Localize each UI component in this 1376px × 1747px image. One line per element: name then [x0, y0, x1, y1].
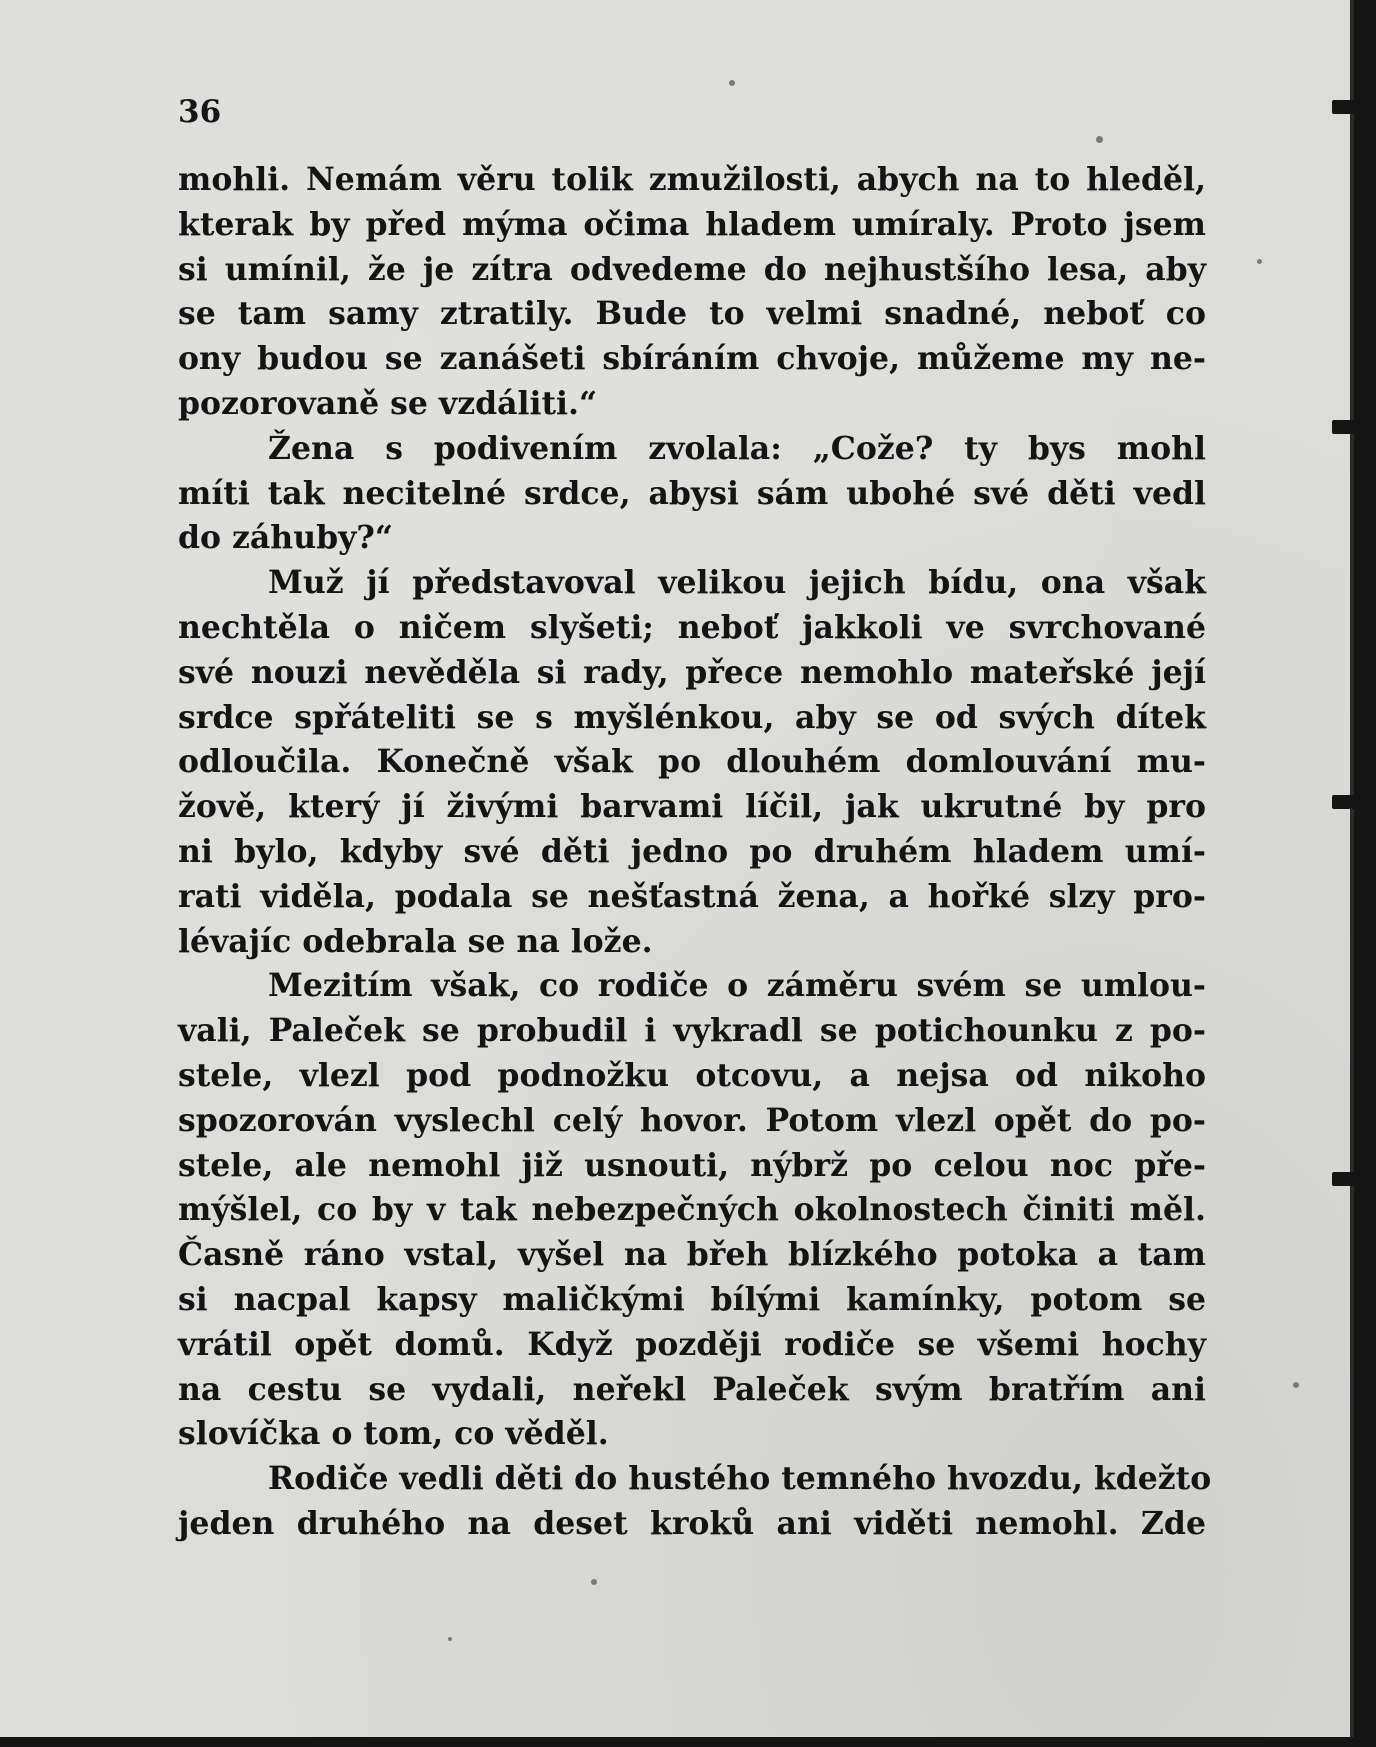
- text-line: na cestu se vydali, neřekl Paleček svým bratřím ani: [178, 1370, 1206, 1408]
- text-line: stele, ale nemohl již usnouti, nýbrž po celou noc pře-: [178, 1146, 1206, 1184]
- text-line: mohli. Nemám věru tolik zmužilosti, abych na to hleděl,: [178, 161, 1206, 198]
- text-line: stele, vlezl pod podnožku otcovu, a nejsa od nikoho: [178, 1056, 1206, 1094]
- paper-speck: [1096, 136, 1103, 143]
- text-line: ni bylo, kdyby své děti jedno po druhém hladem umí-: [178, 832, 1206, 870]
- text-line: si umínil, že je zítra odvedeme do nejhustšího lesa, aby: [178, 250, 1206, 288]
- text-line: se tam samy ztratily. Bude to velmi snadné, neboť co: [178, 295, 1206, 333]
- text-line: do záhuby?“: [178, 519, 394, 557]
- text-line: své nouzi nevěděla si rady, přece nemohlo mateřské její: [178, 653, 1206, 691]
- bottom-edge: [0, 1737, 1376, 1747]
- binding-mark: [1332, 100, 1358, 114]
- body-text: [178, 158, 1212, 1547]
- paper-speck: [591, 1579, 597, 1585]
- text-line: kterak by před mýma očima hladem umíraly. Proto jsem: [178, 205, 1206, 243]
- binding-mark: [1332, 795, 1358, 809]
- paper-speck: [1257, 259, 1262, 264]
- text-line: pozorovaně se vzdáliti.“: [178, 384, 598, 422]
- text-line: Rodiče vedli děti do hustého temného hvozdu, kdežto: [268, 1460, 1212, 1498]
- text-line: Časně ráno vstal, vyšel na břeh blízkého potoka a tam: [178, 1236, 1206, 1274]
- text-line: slovíčka o tom, co věděl.: [178, 1415, 609, 1453]
- text-line: mýšlel, co by v tak nebezpečných okolnostech činiti měl.: [178, 1191, 1206, 1229]
- paper-speck: [448, 1637, 452, 1641]
- text-line: vali, Paleček se probudil i vykradl se potichounku z po-: [178, 1012, 1206, 1050]
- text-line: si nacpal kapsy maličkými bílými kamínky, potom se: [178, 1280, 1206, 1318]
- text-line: Mezitím však, co rodiče o záměru svém se umlou-: [268, 967, 1206, 1005]
- text-line: jeden druhého na deset kroků ani viděti nemohl. Zde: [178, 1504, 1206, 1542]
- text-line: míti tak necitelné srdce, abysi sám ubohé své děti vedl: [178, 474, 1206, 512]
- text-line: žově, který jí živými barvami líčil, jak ukrutné by pro: [178, 788, 1206, 826]
- text-line: odloučila. Konečně však po dlouhém domlouvání mu-: [178, 743, 1206, 781]
- text-line: nechtěla o ničem slyšeti; neboť jakkoli ve svrchované: [178, 608, 1206, 646]
- text-line: rati viděla, podala se nešťastná žena, a hořké slzy pro-: [178, 877, 1206, 915]
- page-number: 36: [178, 94, 222, 130]
- text-line: srdce spřáteliti se s myšlénkou, aby se od svých dítek: [178, 698, 1206, 736]
- text-line: vrátil opět domů. Když později rodiče se všemi hochy: [178, 1325, 1206, 1363]
- text-line: ony budou se zanášeti sbíráním chvoje, můžeme my ne-: [178, 340, 1206, 378]
- binding-mark: [1332, 1172, 1358, 1186]
- paper-speck: [729, 80, 735, 86]
- text-line: spozorován vyslechl celý hovor. Potom vlezl opět do po-: [178, 1101, 1206, 1139]
- text-line: lévajíc odebrala se na lože.: [178, 922, 653, 960]
- paper-speck: [1293, 1382, 1299, 1388]
- binding-mark: [1332, 420, 1358, 434]
- text-line: Žena s podivením zvolala: „Cože? ty bys mohl: [268, 429, 1206, 467]
- text-line: Muž jí představoval velikou jejich bídu, ona však: [268, 564, 1206, 602]
- binding-edge: [1354, 0, 1376, 1747]
